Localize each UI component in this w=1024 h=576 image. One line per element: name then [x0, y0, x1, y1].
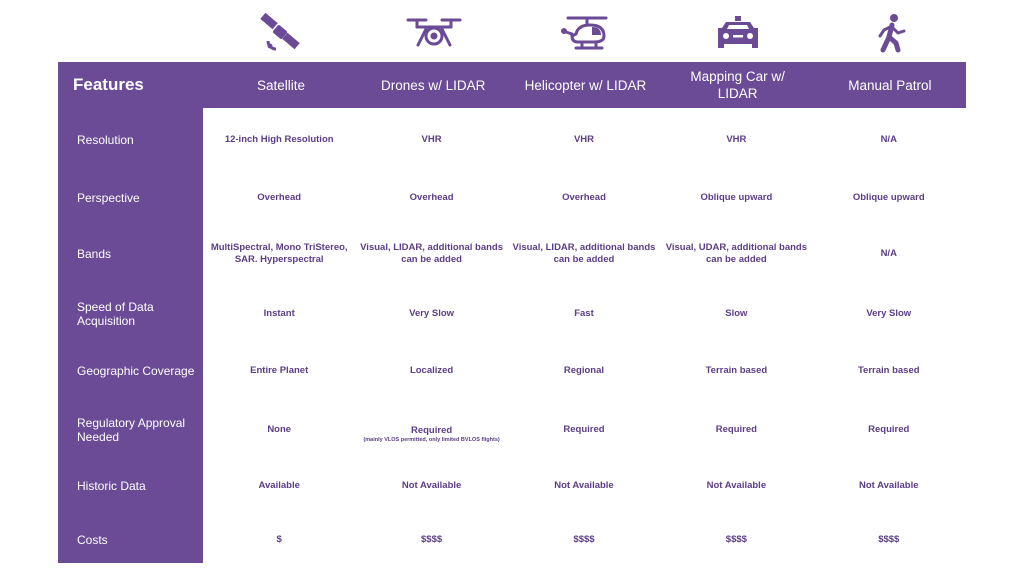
table-cell: N/A [880, 248, 897, 259]
table-row-bands [58, 238, 966, 270]
column-header-helicopter: Helicopter w/ LIDAR [524, 77, 647, 93]
table-header [58, 62, 966, 108]
row-label: Speed of Data Acquisition [77, 299, 154, 328]
row-label: Resolution [77, 132, 134, 147]
table-cell: MultiSpectral, Mono TriStereo, SAR. Hyperspectral [210, 242, 348, 265]
table-cell: 12-inch High Resolution [224, 134, 334, 145]
table-cell: Oblique upward [852, 192, 925, 203]
table-cell: Overhead [257, 192, 302, 203]
table-row-regulatory [58, 412, 966, 448]
walking-person-icon [874, 13, 908, 53]
table-cell: Not Available [706, 480, 767, 491]
table-cell: Very Slow [866, 308, 912, 319]
table-cell [355, 416, 507, 444]
table-row-perspective [58, 184, 966, 212]
table-row-speed [58, 298, 966, 330]
icon-cell-helicopter [510, 8, 662, 58]
table-cell: Entire Planet [250, 365, 309, 376]
cell-footnote: (mainly VLOS permitted, only limited BVLOS flights) [363, 437, 500, 443]
table-row-resolution [58, 126, 966, 154]
icon-cell-drone [357, 8, 509, 58]
table-cell: Available [258, 480, 300, 491]
row-label: Geographic Coverage [77, 363, 195, 378]
table-cell: Overhead [409, 192, 454, 203]
column-header-manual-patrol: Manual Patrol [848, 77, 932, 93]
table-cell: $$$$ [421, 534, 443, 545]
table-cell: Overhead [562, 192, 606, 203]
table-cell: Required [868, 424, 910, 435]
table-cell: Oblique upward [700, 192, 773, 203]
table-cell: Regional [563, 365, 605, 376]
icon-cell-car [662, 8, 814, 58]
icon-cell-satellite [205, 8, 357, 58]
column-header-drones: Drones w/ LIDAR [381, 77, 486, 93]
icon-cell-person [815, 8, 967, 58]
table-cell: VHR [421, 134, 442, 145]
table-cell: Not Available [554, 480, 614, 491]
icon-row [205, 8, 967, 58]
table-cell: $ [276, 534, 282, 545]
table-cell: VHR [726, 134, 747, 145]
table-cell: $$$$ [573, 534, 595, 545]
table-cell: $$$$ [725, 534, 747, 545]
table-cell: Visual, LIDAR, additional bands can be added [360, 242, 504, 265]
table-cell: VHR [573, 134, 594, 145]
table-row-costs [58, 526, 966, 554]
table-cell: Not Available [859, 480, 919, 491]
row-label: Historic Data [77, 478, 146, 493]
table-cell: Terrain based [857, 365, 920, 376]
table-cell: Not Available [401, 480, 462, 491]
row-label: Costs [77, 532, 108, 547]
table-cell: None [267, 424, 292, 435]
car-icon [716, 14, 760, 52]
table-cell: Localized [409, 365, 454, 376]
cell-value: Required [410, 425, 453, 436]
table-cell: N/A [880, 134, 897, 145]
table-cell: Fast [574, 308, 594, 319]
table-cell: $$$$ [878, 534, 900, 545]
features-header: Features [73, 75, 144, 94]
table-cell: Terrain based [705, 365, 768, 376]
table-cell: Visual, UDAR, additional bands can be added [665, 242, 808, 265]
helicopter-icon [560, 14, 612, 52]
table-cell: Required [715, 424, 757, 435]
table-cell: Very Slow [409, 308, 455, 319]
column-header-mapping-car: Mapping Car w/ LIDAR [690, 69, 785, 101]
table-cell: Instant [263, 308, 295, 319]
table-cell: Visual, LIDAR, additional bands can be added [512, 242, 656, 265]
table-cell: Slow [725, 308, 748, 319]
row-label: Perspective [77, 190, 140, 205]
table-row-coverage [58, 355, 966, 387]
table-row-historic [58, 472, 966, 500]
table-cell: Required [563, 424, 605, 435]
drone-icon [406, 15, 462, 51]
column-header-satellite: Satellite [256, 77, 305, 93]
row-label: Regulatory Approval Needed [77, 415, 186, 444]
satellite-icon [259, 13, 303, 53]
row-label: Bands [77, 246, 112, 261]
